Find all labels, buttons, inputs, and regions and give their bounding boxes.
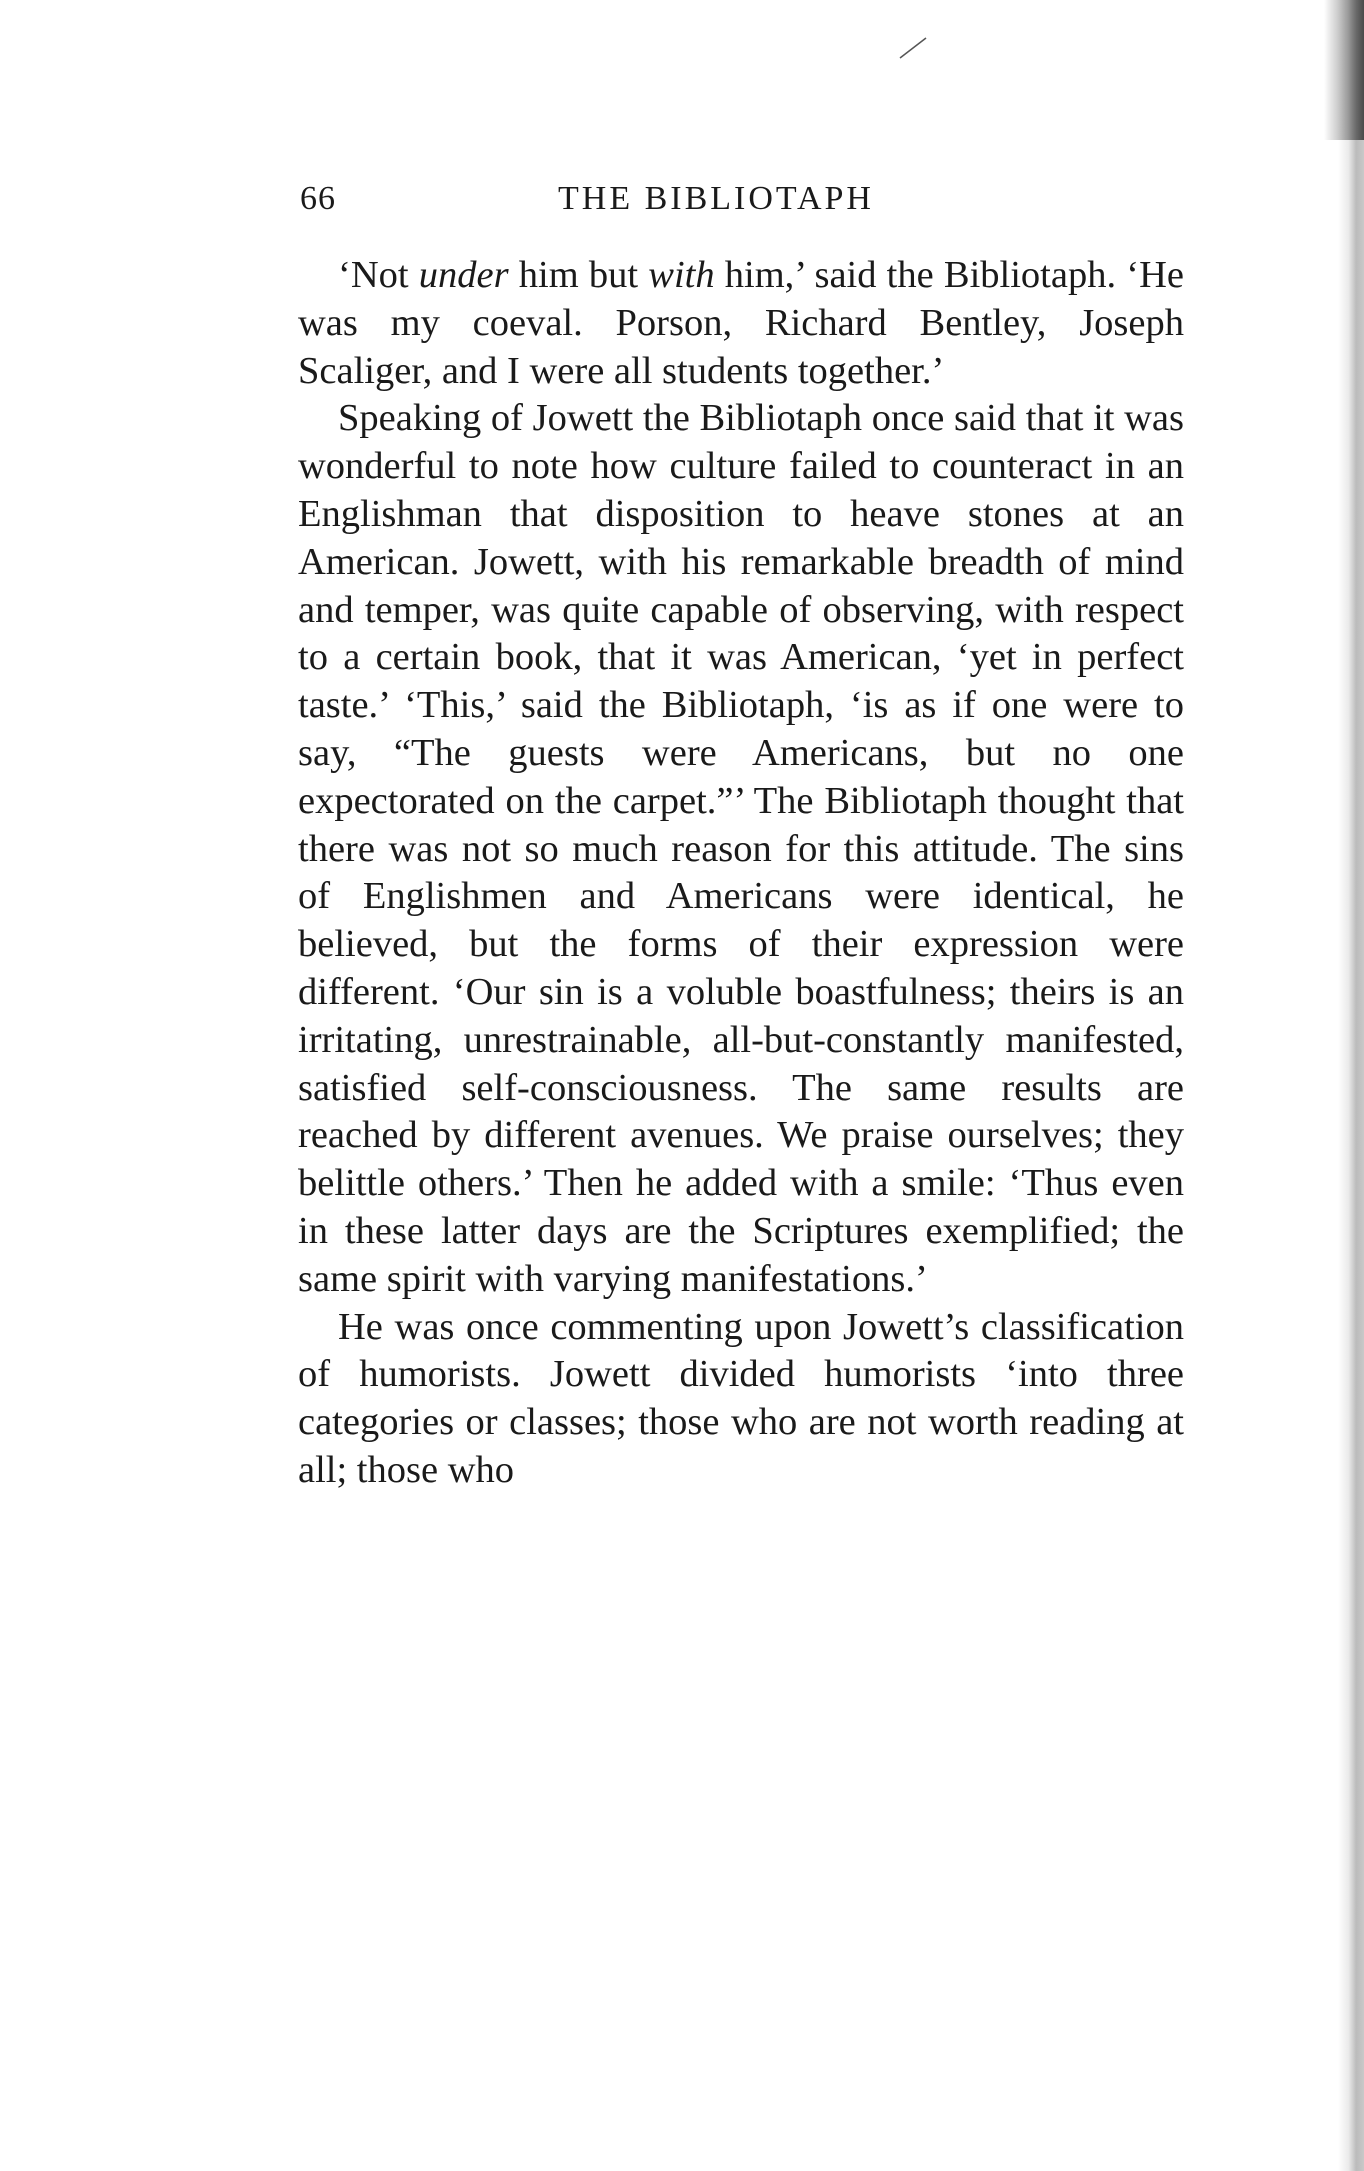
text-segment: him but xyxy=(508,254,649,296)
text-segment: He was once commenting upon Jowett’s classification of humorists. Jowett divided humorists ‘into three categories or classes; those who are not worth reading at all; those who xyxy=(298,1305,1184,1491)
scan-edge-shadow xyxy=(1338,0,1364,2171)
paragraph xyxy=(298,252,1184,395)
italic-segment: under xyxy=(418,254,509,296)
pencil-mark-icon xyxy=(898,36,928,60)
running-head xyxy=(300,180,920,230)
italic-segment: with xyxy=(648,254,715,296)
scan-edge-shadow-top xyxy=(1324,0,1364,140)
text-segment: Speaking of Jowett the Bibliotaph once said that it was wonderful to note how culture failed to counteract in an Englishman that disposition to heave stones at an American. Jowett, with his remarkable breadth of mind and temper, was quite capable of observing, with respect to a certain book, that it was American, ‘yet in perfect taste.’ ‘This,’ said the Bibliotaph, ‘is as if one were to say, “The guests were Americans, but no one expectorated on the carpet.”’ The Bibliotaph thought that there was not so much reason for this attitude. The sins of Englishmen and Americans were identical, he believed, but the forms of their expression were different. ‘Our sin is a voluble boastfulness; theirs is an irritating, unrestrainable, all-but-constantly manifested, satisfied self-consciousness. The same results are reached by different avenues. We praise ourselves; they belittle others.’ Then he added with a smile: ‘Thus even in these latter days are the Scriptures exemplified; the same spirit with varying manifestations.’ xyxy=(298,397,1184,1300)
text-segment: him,’ said the Bibliotaph. ‘He was my coeval. Porson, Richard Bentley, Joseph Scaliger, and I were all students together.’ xyxy=(298,254,1184,392)
body-text xyxy=(298,252,1184,1495)
running-title: THE BIBLIOTAPH xyxy=(558,180,874,217)
paragraph xyxy=(298,395,1184,1303)
text-segment: ‘Not xyxy=(338,254,419,296)
page-number: 66 xyxy=(300,180,336,217)
paragraph xyxy=(298,1304,1184,1495)
